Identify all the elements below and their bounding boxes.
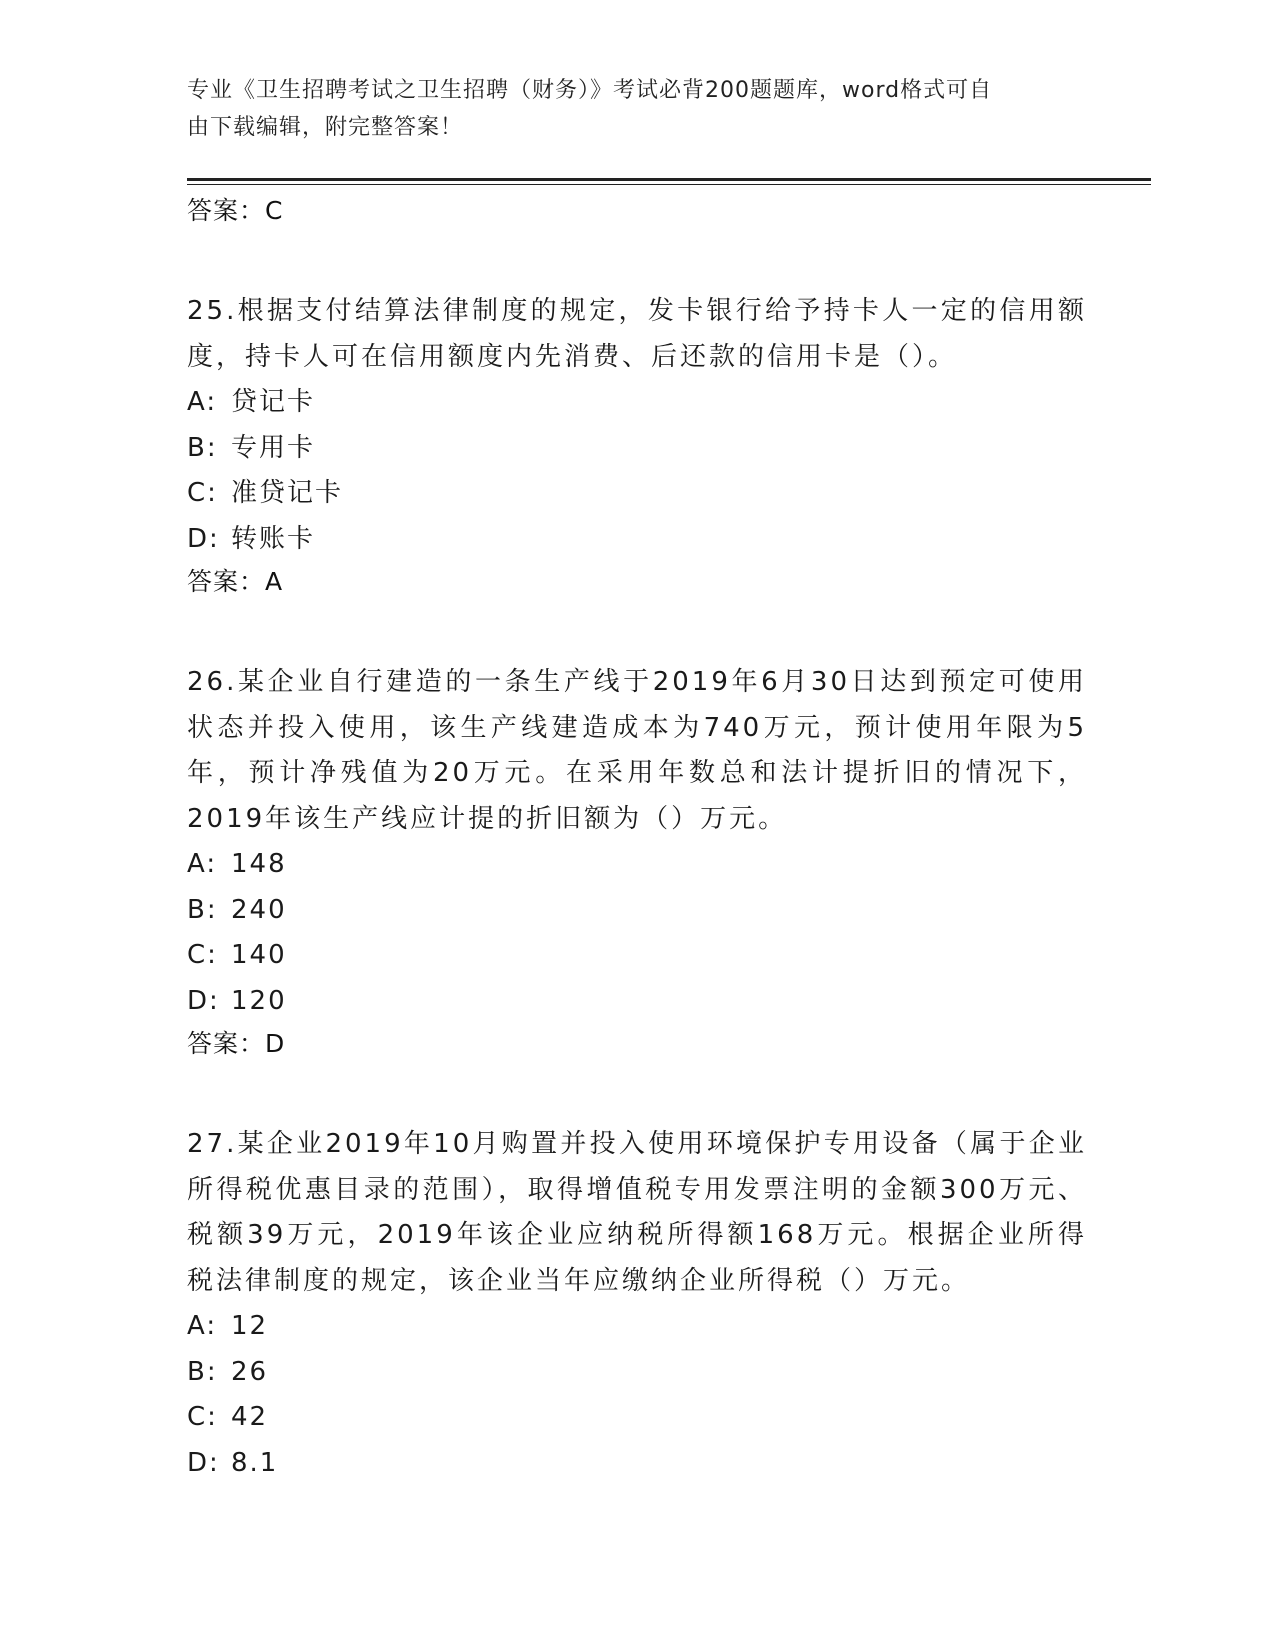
option-key: C:	[187, 1402, 218, 1432]
option-text: 120	[231, 985, 287, 1016]
question-27	[187, 1122, 1087, 1486]
previous-answer: 答案：C	[187, 196, 284, 225]
option-key: D:	[187, 985, 220, 1016]
question-stem: 27.某企业2019年10月购置并投入使用环境保护专用设备（属于企业所得税优惠目录的范围），取得增值税专用发票注明的金额300万元、税额39万元，2019年该企业应纳税所得额168万元。根据企业所得税法律制度的规定，该企业当年应缴纳企业所得税（）万元。	[187, 1129, 1087, 1296]
option-text: 140	[231, 940, 287, 970]
question-list	[187, 191, 1087, 1486]
option-b	[187, 426, 1087, 472]
question-stem: 25.根据支付结算法律制度的规定，发卡银行给予持卡人一定的信用额度，持卡人可在信用额度内先消费、后还款的信用卡是（）。	[187, 296, 1087, 372]
question-26	[187, 660, 1087, 1064]
option-text: 贷记卡	[231, 387, 316, 417]
option-key: D:	[187, 1447, 220, 1478]
option-b	[187, 888, 1087, 934]
option-text: 专用卡	[231, 432, 316, 463]
option-key: A:	[187, 387, 218, 417]
header-divider-thin	[187, 184, 1151, 185]
header-line-2: 由下载编辑，附完整答案！	[187, 115, 464, 140]
option-c	[187, 471, 1087, 517]
option-key: A:	[187, 849, 218, 879]
option-a	[187, 842, 1087, 888]
option-text: 148	[231, 849, 287, 879]
option-text: 12	[231, 1311, 269, 1341]
header-line-1: 专业《卫生招聘考试之卫生招聘（财务）》考试必背200题题库，word格式可自	[187, 78, 993, 103]
option-c	[187, 933, 1087, 979]
header-divider-thick	[187, 178, 1151, 181]
option-text: 转账卡	[231, 523, 316, 554]
option-c	[187, 1395, 1087, 1441]
option-key: B:	[187, 432, 218, 463]
option-key: C:	[187, 478, 218, 508]
option-a	[187, 1304, 1087, 1350]
option-key: B:	[187, 894, 218, 925]
option-d	[187, 979, 1087, 1025]
option-text: 准贷记卡	[231, 478, 344, 508]
option-d	[187, 517, 1087, 563]
option-key: C:	[187, 940, 218, 970]
option-key: A:	[187, 1311, 218, 1341]
question-25	[187, 289, 1087, 602]
option-text: 240	[231, 894, 287, 925]
option-text: 8.1	[231, 1447, 279, 1478]
question-stem: 26.某企业自行建造的一条生产线于2019年6月30日达到预定可使用状态并投入使用，该生产线建造成本为740万元，预计使用年限为5年，预计净残值为20万元。在采用年数总和法计提折旧的情况下，2019年该生产线应计提的折旧额为（）万元。	[187, 667, 1087, 834]
option-key: D:	[187, 523, 220, 554]
option-key: B:	[187, 1356, 218, 1387]
question-answer: 答案：A	[187, 567, 284, 596]
question-answer: 答案：D	[187, 1029, 286, 1058]
option-text: 42	[231, 1402, 269, 1432]
option-b	[187, 1350, 1087, 1396]
document-header	[187, 72, 1087, 146]
option-d	[187, 1441, 1087, 1487]
option-text: 26	[231, 1356, 269, 1387]
option-a	[187, 380, 1087, 426]
